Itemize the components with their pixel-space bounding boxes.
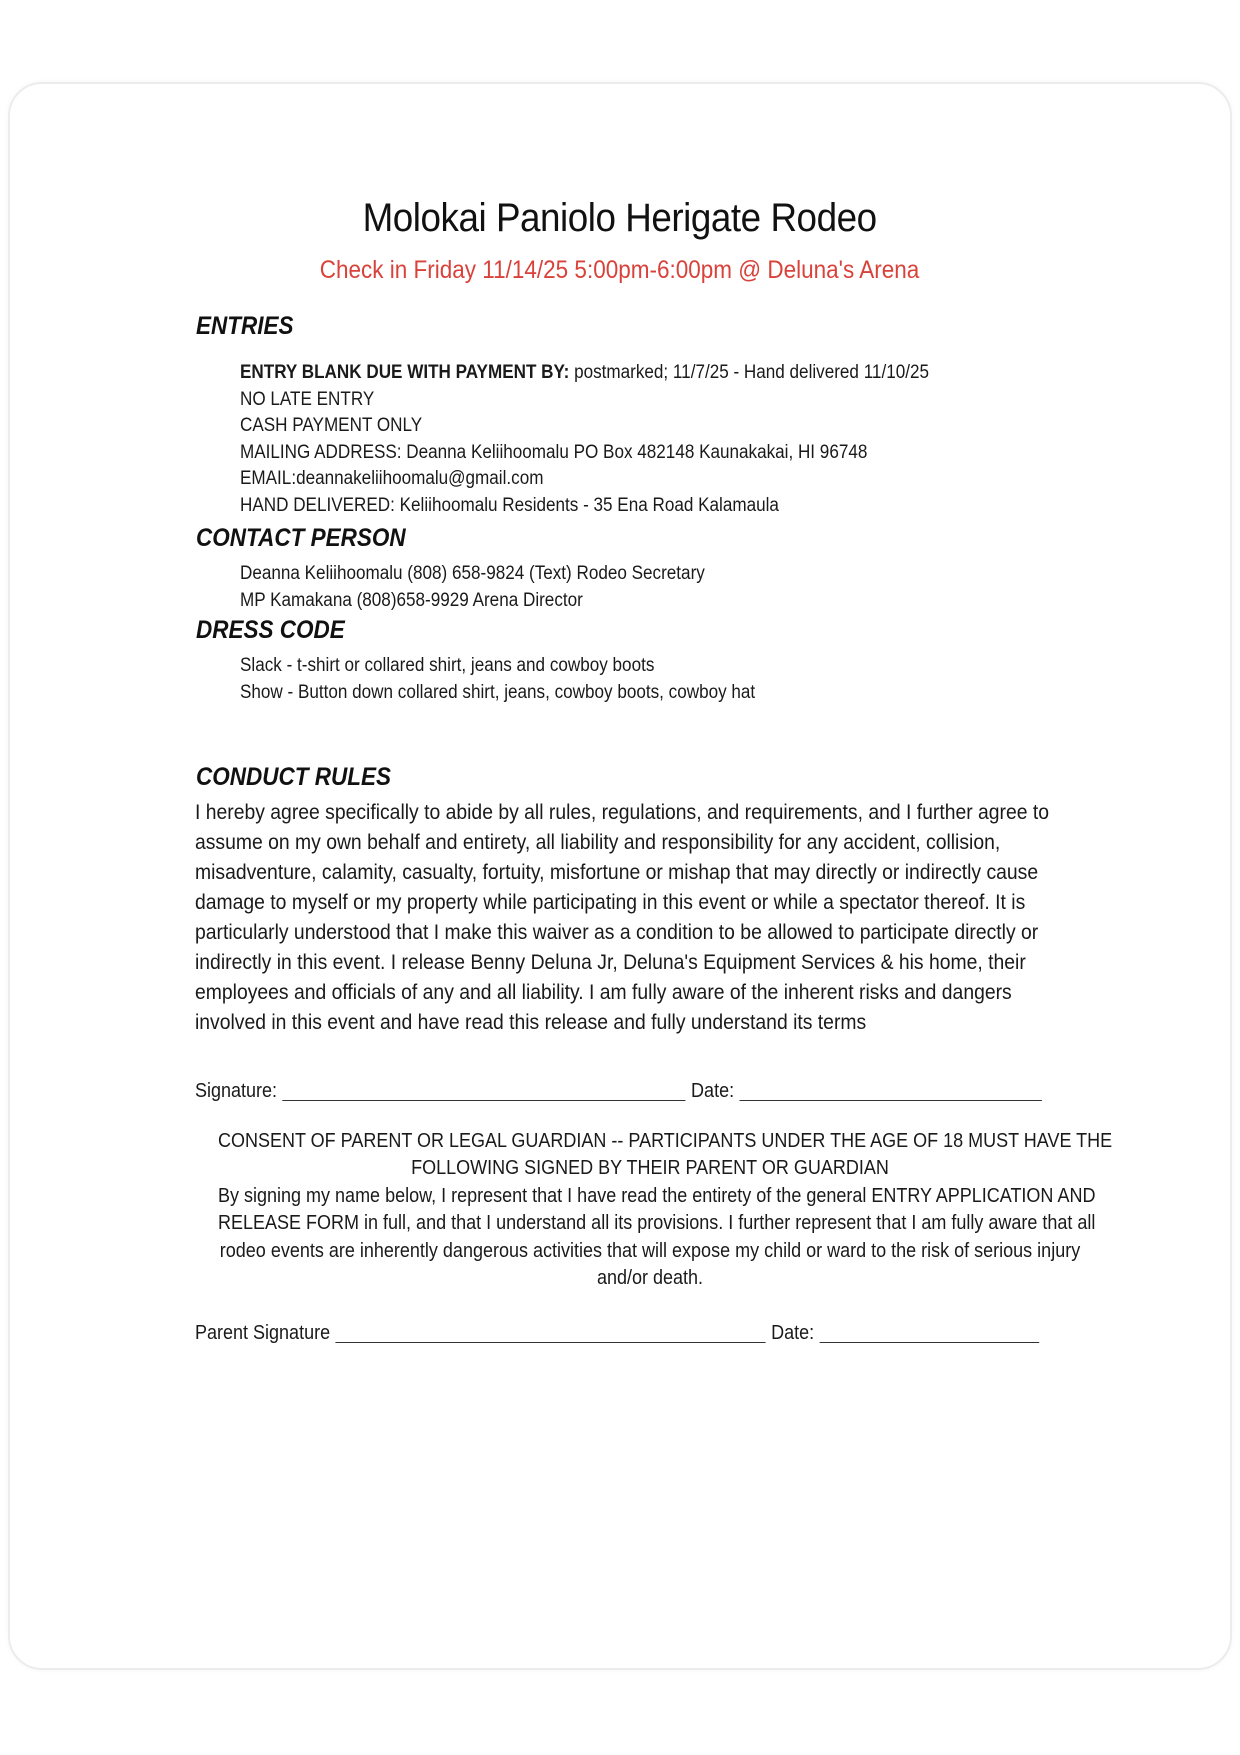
- no-late-entry: NO LATE ENTRY: [240, 388, 375, 410]
- email-address: EMAIL:deannakeliihoomalu@gmail.com: [240, 468, 544, 490]
- conduct-line: assume on my own behalf and entirety, all liability and responsibility for any accident, collision,: [195, 830, 1001, 854]
- conduct-rules-heading: CONDUCT RULES: [196, 763, 392, 791]
- parental-consent-section: [170, 1128, 1130, 1292]
- parent-signature-label: Parent Signature: [195, 1322, 331, 1344]
- conduct-line: damage to myself or my property while participating in this event or while a spectator thereof. It is: [195, 890, 1026, 914]
- entries-heading: ENTRIES: [196, 312, 294, 340]
- document-title: Molokai Paniolo Herigate Rodeo: [362, 196, 877, 240]
- contact-secretary: Deanna Keliihoomalu (808) 658-9824 (Text) Rodeo Secretary: [240, 563, 705, 584]
- dress-code-list: [240, 653, 812, 706]
- signature-label: Signature:: [195, 1080, 278, 1102]
- entry-due-label: ENTRY BLANK DUE WITH PAYMENT BY:: [240, 362, 570, 383]
- signature-row: [195, 1080, 1047, 1103]
- dress-code-slack: Slack - t-shirt or collared shirt, jeans and cowboy boots: [240, 655, 655, 676]
- entry-due-line: [240, 360, 929, 387]
- entry-due-value: postmarked; 11/7/25 - Hand delivered 11/10/25: [569, 362, 929, 383]
- parent-date-label: Date:: [771, 1322, 815, 1344]
- conduct-line: particularly understood that I make this waiver as a condition to be allowed to participate directly or: [195, 920, 1039, 944]
- signature-field[interactable]: [282, 1080, 685, 1101]
- conduct-line: involved in this event and have read this release and fully understand its terms: [195, 1010, 867, 1034]
- date-field[interactable]: [739, 1080, 1041, 1101]
- conduct-line: misadventure, calamity, casualty, fortuity, misfortune or mishap that may directly or indirectly cause: [195, 860, 1039, 884]
- consent-body-line: rodeo events are inherently dangerous activities that will expose my child or ward to the risk of serious injury: [219, 1239, 1081, 1262]
- dress-code-show: Show - Button down collared shirt, jeans, cowboy boots, cowboy hat: [240, 681, 756, 703]
- conduct-line: employees and officials of any and all liability. I am fully aware of the inherent risks and dangers: [195, 980, 1012, 1004]
- consent-body-line: By signing my name below, I represent that I have read the entirety of the general ENTRY APPLICATION AND: [218, 1184, 1096, 1207]
- cash-payment-only: CASH PAYMENT ONLY: [240, 415, 423, 437]
- parent-date-field[interactable]: [820, 1322, 1040, 1343]
- consent-body-line: and/or death.: [596, 1267, 704, 1290]
- contact-heading: CONTACT PERSON: [196, 524, 406, 552]
- consent-body-line: RELEASE FORM in full, and that I understand all its provisions. I further represent that I am fully aware that all: [218, 1212, 1096, 1235]
- dress-code-heading: DRESS CODE: [196, 616, 345, 644]
- conduct-rules-text: [195, 797, 1059, 1037]
- consent-header-line: CONSENT OF PARENT OR LEGAL GUARDIAN -- PARTICIPANTS UNDER THE AGE OF 18 MUST HAVE THE: [218, 1130, 1113, 1152]
- mailing-address: MAILING ADDRESS: Deanna Keliihoomalu PO Box 482148 Kaunakakai, HI 96748: [240, 441, 868, 463]
- contact-list: [240, 561, 756, 614]
- contact-arena-director: MP Kamakana (808)658-9929 Arena Director: [240, 589, 583, 611]
- hand-delivered-address: HAND DELIVERED: Keliihoomalu Residents - 35 Ena Road Kalamaula: [240, 494, 779, 516]
- consent-header-line: FOLLOWING SIGNED BY THEIR PARENT OR GUARDIAN: [411, 1157, 889, 1180]
- parent-signature-row: [195, 1322, 1045, 1345]
- check-in-subtitle: Check in Friday 11/14/25 5:00pm-6:00pm @ Deluna's Arena: [319, 256, 920, 284]
- parent-signature-field[interactable]: [335, 1322, 765, 1343]
- date-label: Date:: [691, 1080, 735, 1102]
- conduct-line: indirectly in this event. I release Benny Deluna Jr, Deluna's Equipment Services & his home, their: [195, 950, 1026, 974]
- conduct-line: I hereby agree specifically to abide by all rules, regulations, and requirements, and I further agree to: [195, 800, 1050, 824]
- entries-list: [240, 360, 1006, 520]
